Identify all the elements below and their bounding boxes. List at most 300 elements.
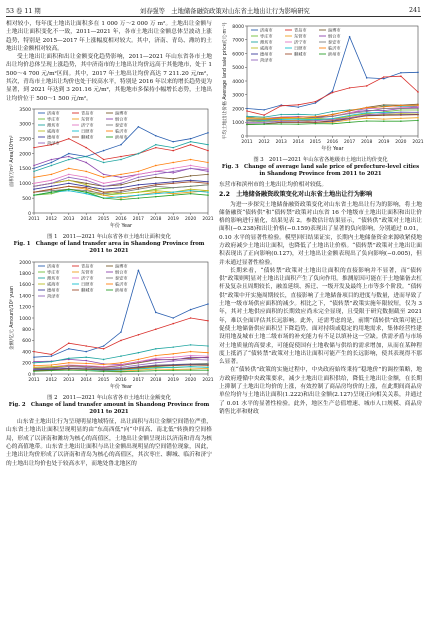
data-point — [33, 185, 35, 187]
x-tick-label: 2017 — [132, 377, 144, 383]
data-point — [68, 174, 70, 176]
legend-entry: 聊城市 — [294, 51, 307, 57]
x-tick-label: 2016 — [115, 377, 127, 383]
data-point — [138, 179, 140, 181]
data-point — [138, 358, 140, 360]
figure-3-caption — [219, 157, 422, 179]
data-point — [190, 159, 192, 161]
data-point — [190, 190, 192, 192]
data-point — [315, 114, 317, 116]
data-point — [120, 182, 122, 184]
data-point — [280, 114, 282, 116]
data-point — [103, 363, 105, 365]
data-point — [85, 179, 87, 181]
data-point — [383, 118, 385, 120]
data-point — [172, 364, 174, 366]
data-point — [33, 362, 35, 364]
data-point — [68, 365, 70, 367]
data-point — [172, 191, 174, 193]
paragraph: 在“债转供”政策的实施过程中，中央政府始终秉持“稳地价”的调控策略，地方政府遵循中央政策要求，减少土地出让面积供给，降低土地出让金额，在长期上抑制了土地出让均价的上涨，有效控制了商品房均价的上涨，在此期间商品房单位均价与土地出让面积(1.222)和出让金额(2.127)呈现正向相关关系，并通过了 0.01 水平的显著性检验。此外，地区生产总值增速、城市人口规模、商品房销售比率和财政 — [219, 367, 422, 415]
data-point — [120, 196, 122, 198]
data-point — [51, 159, 53, 161]
data-point — [103, 188, 105, 190]
data-point — [103, 177, 105, 179]
data-point — [400, 117, 402, 119]
data-point — [366, 85, 368, 87]
data-point — [383, 76, 385, 78]
data-point — [33, 366, 35, 368]
data-point — [138, 364, 140, 366]
data-point — [33, 364, 35, 366]
data-point — [172, 360, 174, 362]
data-point — [207, 369, 209, 371]
data-point — [68, 179, 70, 181]
data-point — [207, 150, 209, 152]
y-tick-label: 5000 — [232, 66, 244, 72]
legend-entry: 济宁市 — [81, 275, 94, 281]
figure-2 — [6, 258, 212, 394]
x-tick-label: 2020 — [395, 140, 407, 145]
data-point — [172, 193, 174, 195]
data-point — [400, 109, 402, 111]
data-point — [383, 115, 385, 117]
data-point — [68, 190, 70, 192]
data-point — [263, 109, 265, 111]
data-point — [103, 182, 105, 184]
data-point — [190, 179, 192, 181]
data-point — [51, 179, 53, 181]
y-tick-label: 8000 — [232, 24, 244, 30]
figure-3 — [219, 22, 422, 156]
data-point — [190, 358, 192, 360]
data-point — [190, 165, 192, 167]
data-point — [138, 194, 140, 196]
data-point — [349, 121, 351, 123]
data-point — [155, 190, 157, 192]
y-tick-label: 600 — [22, 338, 31, 344]
y-tick-label: 800 — [22, 327, 31, 333]
data-point — [138, 153, 140, 155]
x-tick-label: 2013 — [63, 377, 75, 383]
data-point — [103, 193, 105, 195]
data-point — [332, 123, 334, 125]
data-point — [280, 119, 282, 121]
y-tick-label: 2000 — [232, 107, 244, 113]
data-point — [85, 359, 87, 361]
data-point — [51, 174, 53, 176]
data-point — [263, 118, 265, 120]
caption-cn: 图 1 2011—2021 年山东省各市土地出让面积变化 — [47, 233, 171, 240]
data-point — [33, 188, 35, 190]
data-point — [103, 367, 105, 369]
data-point — [207, 345, 209, 347]
data-point — [138, 126, 140, 128]
legend-entry: 烟台市 — [115, 269, 128, 275]
data-point — [417, 104, 419, 106]
legend-entry: 威海市 — [47, 128, 60, 134]
data-point — [138, 351, 140, 353]
data-point — [103, 365, 105, 367]
data-point — [155, 165, 157, 167]
legend-entry: 烟台市 — [115, 116, 128, 122]
data-point — [246, 108, 248, 110]
data-point — [417, 120, 419, 122]
y-tick-label: 1600 — [19, 282, 31, 288]
data-point — [172, 171, 174, 173]
data-point — [190, 364, 192, 366]
data-point — [138, 171, 140, 173]
data-point — [155, 184, 157, 186]
data-point — [68, 348, 70, 350]
legend-entry: 济南市 — [260, 27, 273, 33]
data-point — [246, 116, 248, 118]
data-point — [68, 168, 70, 170]
data-point — [298, 117, 300, 119]
data-point — [190, 188, 192, 190]
data-point — [51, 365, 53, 367]
data-point — [263, 123, 265, 125]
legend-entry: 东营市 — [81, 116, 94, 122]
data-point — [103, 159, 105, 161]
x-tick-label: 2011 — [241, 140, 253, 145]
legend-entry: 德州市 — [260, 51, 273, 57]
data-point — [51, 182, 53, 184]
legend-entry: 济宁市 — [294, 39, 307, 45]
data-point — [85, 364, 87, 366]
data-point — [155, 191, 157, 193]
data-point — [120, 156, 122, 158]
data-point — [138, 370, 140, 372]
data-point — [120, 193, 122, 195]
x-tick-label: 2014 — [80, 377, 92, 383]
data-point — [246, 110, 248, 112]
figure-1-caption — [6, 234, 212, 256]
legend-entry: 聊城市 — [81, 287, 94, 293]
data-point — [190, 168, 192, 170]
legend-entry: 菏泽市 — [47, 140, 60, 146]
data-point — [120, 184, 122, 186]
data-point — [68, 188, 70, 190]
data-point — [172, 346, 174, 348]
data-point — [138, 174, 140, 176]
y-tick-label: 2500 — [19, 137, 31, 143]
data-point — [120, 371, 122, 373]
data-point — [349, 117, 351, 119]
data-point — [51, 355, 53, 357]
data-point — [138, 360, 140, 362]
data-point — [400, 111, 402, 113]
data-point — [207, 162, 209, 164]
data-point — [280, 105, 282, 107]
data-point — [85, 187, 87, 189]
y-tick-label: 3000 — [19, 122, 31, 128]
data-point — [207, 357, 209, 359]
data-point — [51, 190, 53, 192]
right-column — [219, 20, 422, 416]
x-tick-label: 2019 — [378, 140, 390, 145]
data-point — [207, 364, 209, 366]
data-point — [155, 147, 157, 149]
legend-entry: 菏泽市 — [260, 57, 273, 63]
data-point — [120, 159, 122, 161]
data-point — [33, 168, 35, 170]
data-point — [85, 147, 87, 149]
data-point — [332, 114, 334, 116]
data-point — [315, 102, 317, 104]
data-point — [85, 191, 87, 193]
data-point — [190, 356, 192, 358]
data-point — [155, 135, 157, 137]
data-point — [315, 123, 317, 125]
data-point — [349, 110, 351, 112]
paragraph: 山东省土地出让行为呈现明显地域特征，出让面积与出让金额空间错位严重，山东省土地出让面积呈现明显的由“东高西低”向“中间高、南北低”转换的空间格局，形成了以济南和潍坊为核心的高值区，土地出让金额呈现出以济南和青岛为核心的高值地带。山东省土地出让面积与出让金额出现明显的空间错位现象，因此，土地出让均价形成了以济南和青岛为核心的高值区，其次枣庄、聊城、临沂和济宁的土地出让均价也处于较高水平，而地处鲁北地区的 — [6, 419, 212, 467]
data-point — [138, 177, 140, 179]
data-point — [332, 92, 334, 94]
data-point — [263, 121, 265, 123]
data-point — [190, 191, 192, 193]
data-point — [51, 369, 53, 371]
data-point — [85, 177, 87, 179]
data-point — [207, 359, 209, 361]
data-point — [207, 132, 209, 134]
section-heading: 2.2 土地储备融资政策变化对山东省土地出让行为影响 — [219, 190, 373, 198]
data-point — [172, 162, 174, 164]
data-point — [120, 362, 122, 364]
x-tick-label: 2015 — [309, 140, 321, 145]
data-point — [33, 147, 35, 149]
legend-entry: 临沂市 — [115, 128, 128, 134]
x-tick-label: 2019 — [167, 377, 179, 383]
data-point — [417, 91, 419, 93]
header-page-number: 241 — [408, 6, 421, 14]
data-point — [172, 172, 174, 174]
y-tick-label: 4000 — [232, 79, 244, 85]
data-point — [120, 179, 122, 181]
data-point — [332, 111, 334, 113]
legend-entry: 烟台市 — [328, 33, 341, 39]
data-point — [155, 311, 157, 313]
data-point — [155, 188, 157, 190]
data-point — [417, 114, 419, 116]
data-point — [68, 362, 70, 364]
data-point — [207, 362, 209, 364]
data-point — [190, 193, 192, 195]
x-tick-label: 2011 — [28, 377, 40, 383]
data-point — [207, 171, 209, 173]
data-point — [298, 106, 300, 108]
data-point — [190, 308, 192, 310]
legend-entry: 德州市 — [47, 134, 60, 140]
data-point — [120, 187, 122, 189]
data-point — [68, 177, 70, 179]
x-tick-label: 2012 — [258, 140, 270, 145]
data-point — [51, 185, 53, 187]
data-point — [155, 357, 157, 359]
data-point — [33, 171, 35, 173]
data-point — [190, 317, 192, 319]
x-tick-label: 2013 — [275, 140, 287, 145]
y-axis-label: 面积/万m² Area/10⁴m² — [10, 135, 15, 187]
y-tick-label: 6000 — [232, 52, 244, 58]
data-point — [85, 171, 87, 173]
legend-entry: 日照市 — [294, 45, 307, 51]
data-point — [138, 269, 140, 271]
legend-entry: 淄博市 — [115, 110, 128, 116]
x-tick-label: 2017 — [344, 140, 356, 145]
x-tick-label: 2021 — [412, 140, 424, 145]
legend-entry: 济南市 — [47, 263, 60, 269]
data-point — [33, 177, 35, 179]
legend-entry: 青岛市 — [81, 263, 94, 269]
y-tick-label: 1500 — [19, 167, 31, 173]
y-axis-label: 金额/亿元 Amount/10⁸ yuan — [10, 285, 15, 350]
data-point — [172, 168, 174, 170]
data-point — [172, 194, 174, 196]
data-point — [190, 369, 192, 371]
data-point — [103, 162, 105, 164]
legend-entry: 滨州市 — [328, 51, 341, 57]
figure-1 — [6, 105, 212, 233]
data-point — [349, 115, 351, 117]
data-point — [383, 108, 385, 110]
data-point — [51, 360, 53, 362]
caption-en: Fig. 2 Change of land transfer amount in Shandong Province from 2011 to 2021 — [8, 401, 210, 415]
legend-entry: 泰安市 — [328, 39, 341, 45]
data-point — [103, 191, 105, 193]
data-point — [349, 87, 351, 89]
x-tick-label: 2013 — [63, 216, 75, 222]
data-point — [120, 174, 122, 176]
legend-entry: 潍坊市 — [47, 122, 60, 128]
x-tick-label: 2015 — [98, 216, 110, 222]
data-point — [190, 344, 192, 346]
data-point — [155, 144, 157, 146]
data-point — [155, 362, 157, 364]
legend-entry: 临沂市 — [328, 45, 341, 51]
y-tick-label: 0 — [28, 211, 31, 217]
data-point — [85, 350, 87, 352]
data-point — [400, 75, 402, 77]
y-tick-label: 0 — [241, 134, 244, 140]
data-point — [172, 141, 174, 143]
y-tick-label: 400 — [22, 349, 31, 355]
y-tick-label: 2000 — [19, 152, 31, 158]
data-point — [85, 182, 87, 184]
data-point — [298, 123, 300, 125]
data-point — [68, 185, 70, 187]
data-point — [417, 106, 419, 108]
header-title: 刘春强等 土地储备融资政策对山东省土地出让行为影响研究 — [139, 7, 310, 15]
y-tick-label: 1000 — [232, 121, 244, 127]
data-point — [417, 117, 419, 119]
data-point — [68, 159, 70, 161]
data-point — [120, 366, 122, 368]
data-point — [33, 368, 35, 370]
data-point — [172, 317, 174, 319]
data-point — [280, 123, 282, 125]
data-point — [332, 90, 334, 92]
legend-entry: 青岛市 — [81, 110, 94, 116]
legend-entry: 聊城市 — [81, 134, 94, 140]
caption-en: Fig. 1 Change of land transfer area in Shandong Province from 2011 to 2021 — [13, 241, 205, 255]
data-point — [120, 331, 122, 333]
data-point — [155, 174, 157, 176]
x-tick-label: 2020 — [185, 216, 197, 222]
data-point — [298, 120, 300, 122]
data-point — [383, 120, 385, 122]
data-point — [315, 121, 317, 123]
data-point — [155, 196, 157, 198]
data-point — [315, 116, 317, 118]
data-point — [85, 190, 87, 192]
data-point — [138, 191, 140, 193]
data-point — [190, 354, 192, 356]
x-tick-label: 2018 — [150, 216, 162, 222]
data-point — [349, 36, 351, 38]
data-point — [85, 362, 87, 364]
legend-entry: 日照市 — [81, 128, 94, 134]
data-point — [68, 156, 70, 158]
data-point — [68, 138, 70, 140]
data-point — [103, 358, 105, 360]
data-point — [298, 113, 300, 115]
data-point — [366, 114, 368, 116]
legend-entry: 德州市 — [47, 287, 60, 293]
data-point — [207, 351, 209, 353]
data-point — [298, 104, 300, 106]
x-tick-label: 2019 — [167, 216, 179, 222]
data-point — [85, 368, 87, 370]
data-point — [417, 108, 419, 110]
data-point — [207, 181, 209, 183]
data-point — [207, 303, 209, 305]
data-point — [190, 181, 192, 183]
data-point — [280, 120, 282, 122]
data-point — [68, 182, 70, 184]
data-point — [33, 182, 35, 184]
data-point — [315, 101, 317, 103]
data-point — [68, 369, 70, 371]
paragraph: 为进一步探究土地储备融资政策变化对山东省土地出让行为的影响，将土地储备融资“债转供”和“债转禁”政策对山东省 16 个地级市土地出让面积和出让价格的影响进行量化，结果见表 2。参数估计结果显示，“债转供”政策对土地出让面积(−0.238)和出让价格(−0.159)表现出了显著的负向影响，分别通过 0.01，0.10 水平的显著性检验。模型回归结果证实，长期内土地储备资金来源收紧使地方政府减少土地出让面积，也降低了土地出让价格。“债转禁”政策对土地出让面积表现出了正向影响(0.127)，对土地出让金额表现出了负向影响(−0.005)，但并未通过显著性检验。 — [219, 201, 422, 266]
data-point — [383, 78, 385, 80]
chart-land-area — [6, 105, 212, 229]
data-point — [85, 156, 87, 158]
data-point — [120, 191, 122, 193]
x-axis-label: 年份 Year — [321, 146, 344, 152]
data-point — [85, 366, 87, 368]
y-tick-label: 2000 — [19, 260, 31, 266]
data-point — [68, 357, 70, 359]
data-point — [400, 108, 402, 110]
data-point — [400, 105, 402, 107]
paragraph: 东营市和滨州市的土地出让均价相对较低。 — [219, 181, 328, 188]
data-point — [68, 153, 70, 155]
paragraph: 相对较小，每年度土地出让面积多在 1 000 万～2 000 万 m²。土地出让金额与土地出让面积变化不一致，2011—2021 年，各市土地出让金额总体呈波动上涨趋势，特别是 2015—2017 年上涨幅度相对较大。其中，济南、青岛、潍坊的土地出让金额相对较高。 — [6, 21, 212, 52]
data-point — [298, 118, 300, 120]
data-point — [190, 185, 192, 187]
y-tick-label: 1000 — [19, 316, 31, 322]
data-point — [172, 353, 174, 355]
legend-entry: 威海市 — [47, 281, 60, 287]
data-point — [138, 197, 140, 199]
data-point — [190, 138, 192, 140]
legend-entry: 枣庄市 — [47, 269, 60, 275]
left-column — [6, 20, 212, 468]
x-tick-label: 2012 — [45, 216, 57, 222]
data-point — [51, 353, 53, 355]
data-point — [383, 110, 385, 112]
data-point — [85, 345, 87, 347]
